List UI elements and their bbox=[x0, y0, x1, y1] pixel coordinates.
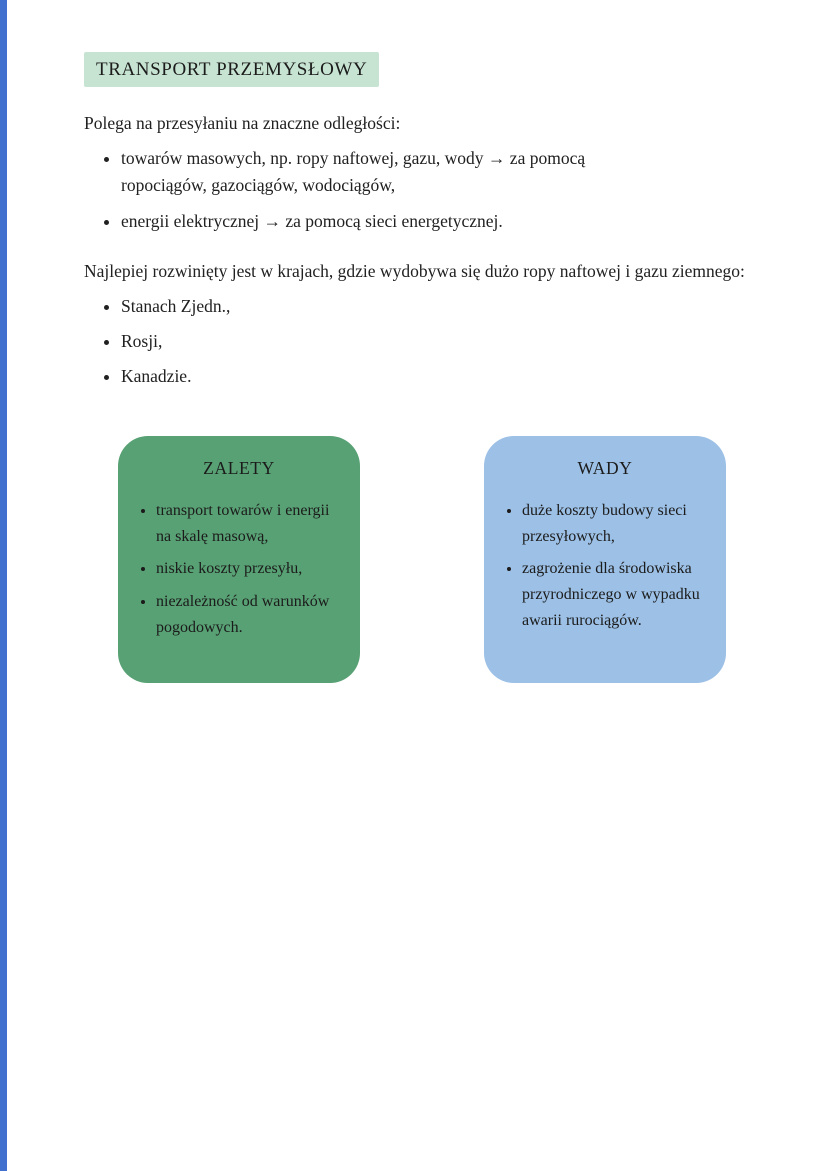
countries-list bbox=[84, 293, 790, 390]
disadvantages-card-title: WADY bbox=[577, 458, 633, 479]
cards-row bbox=[118, 436, 790, 683]
list-item: • Kanadzie. bbox=[121, 363, 790, 390]
advantages-card-title: ZALETY bbox=[203, 458, 275, 479]
list-item: • Rosji, bbox=[121, 328, 790, 355]
intro-lead: Polega na przesyłaniu na znaczne odległości: bbox=[84, 113, 401, 133]
disadvantages-list bbox=[502, 498, 708, 633]
page-title: TRANSPORT PRZEMYSŁOWY bbox=[84, 52, 379, 87]
list-item: • niezależność od warunków pogodowych. bbox=[156, 589, 340, 640]
list-item: • niskie koszty przesyłu, bbox=[156, 556, 340, 582]
intro-list bbox=[84, 145, 790, 234]
list-item: • towarów masowych, np. ropy naftowej, gazu, wody → za pomocą ropociągów, gazociągów, wodociągów, bbox=[121, 145, 586, 199]
list-item: • transport towarów i energii na skalę masową, bbox=[156, 498, 340, 549]
advantages-list bbox=[136, 498, 342, 640]
list-item: • energii elektrycznej → za pomocą sieci energetycznej. bbox=[121, 208, 586, 235]
list-item: • duże koszty budowy sieci przesyłowych, bbox=[522, 498, 706, 549]
disadvantages-card bbox=[484, 436, 726, 683]
left-accent-strip bbox=[0, 0, 7, 1171]
list-item: • zagrożenie dla środowiska przyrodniczego w wypadku awarii rurociągów. bbox=[522, 556, 706, 633]
development-lead: Najlepiej rozwinięty jest w krajach, gdzie wydobywa się dużo ropy naftowej i gazu ziemnego: bbox=[84, 260, 745, 281]
list-item: • Stanach Zjedn., bbox=[121, 293, 790, 320]
advantages-card bbox=[118, 436, 360, 683]
